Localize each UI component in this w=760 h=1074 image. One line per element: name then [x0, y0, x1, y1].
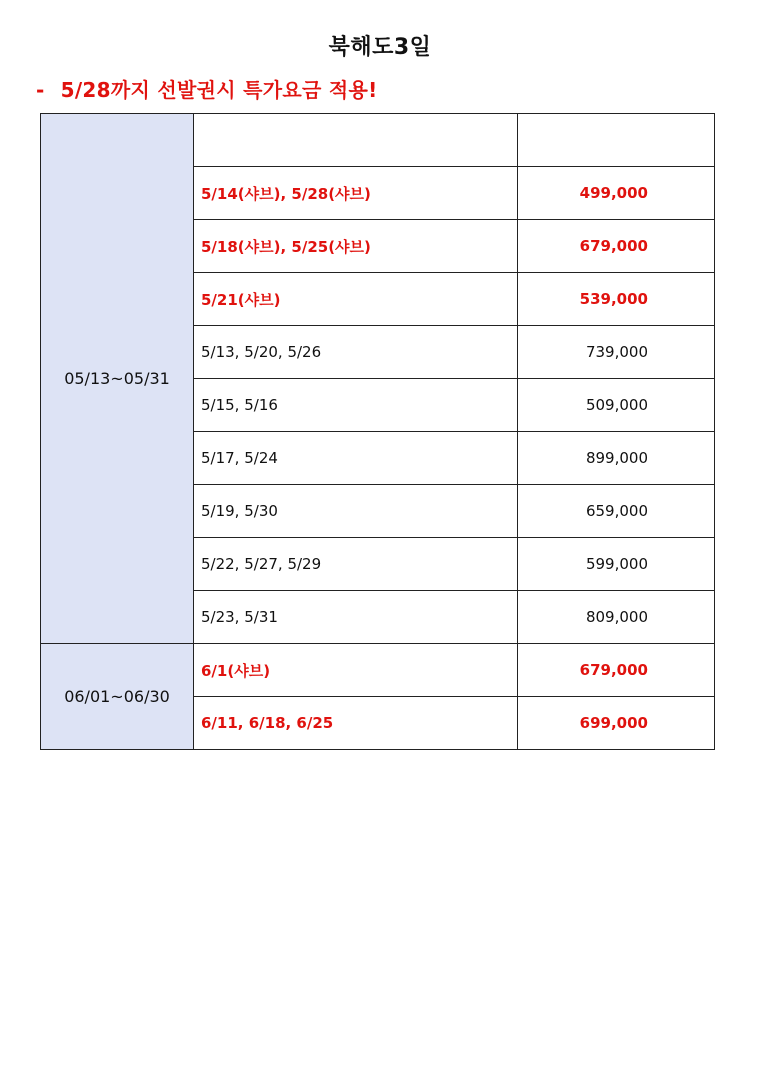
departure-dates: 6/1(샤브): [194, 644, 518, 697]
departure-dates: 5/19, 5/30: [194, 485, 518, 538]
promo-text: 5/28까지 선발권시 특가요금 적용!: [60, 78, 378, 102]
departure-dates: 5/22, 5/27, 5/29: [194, 538, 518, 591]
price: 699,000: [518, 697, 715, 750]
departure-dates: 5/23, 5/31: [194, 591, 518, 644]
departure-dates: 5/21(샤브): [194, 273, 518, 326]
departure-dates: 5/17, 5/24: [194, 432, 518, 485]
price: 899,000: [518, 432, 715, 485]
price: 809,000: [518, 591, 715, 644]
price: 679,000: [518, 220, 715, 273]
promo-notice: [36, 74, 378, 103]
departure-dates: 6/11, 6/18, 6/25: [194, 697, 518, 750]
header-dates-cell: [194, 114, 518, 167]
table-row-header: [41, 114, 715, 167]
price: 679,000: [518, 644, 715, 697]
departure-dates: 5/18(샤브), 5/25(샤브): [194, 220, 518, 273]
period-cell: 06/01~06/30: [41, 644, 194, 750]
price: 599,000: [518, 538, 715, 591]
period-cell: 05/13~05/31: [41, 114, 194, 644]
price: 509,000: [518, 379, 715, 432]
departure-dates: 5/13, 5/20, 5/26: [194, 326, 518, 379]
price: 739,000: [518, 326, 715, 379]
departure-dates: 5/15, 5/16: [194, 379, 518, 432]
promo-dash: -: [36, 78, 45, 102]
header-price-cell: [518, 114, 715, 167]
table-row: [41, 644, 715, 697]
price-table: [40, 113, 715, 750]
price: 499,000: [518, 167, 715, 220]
page-title: 북해도3일: [328, 35, 432, 60]
departure-dates: 5/14(샤브), 5/28(샤브): [194, 167, 518, 220]
price: 539,000: [518, 273, 715, 326]
price: 659,000: [518, 485, 715, 538]
